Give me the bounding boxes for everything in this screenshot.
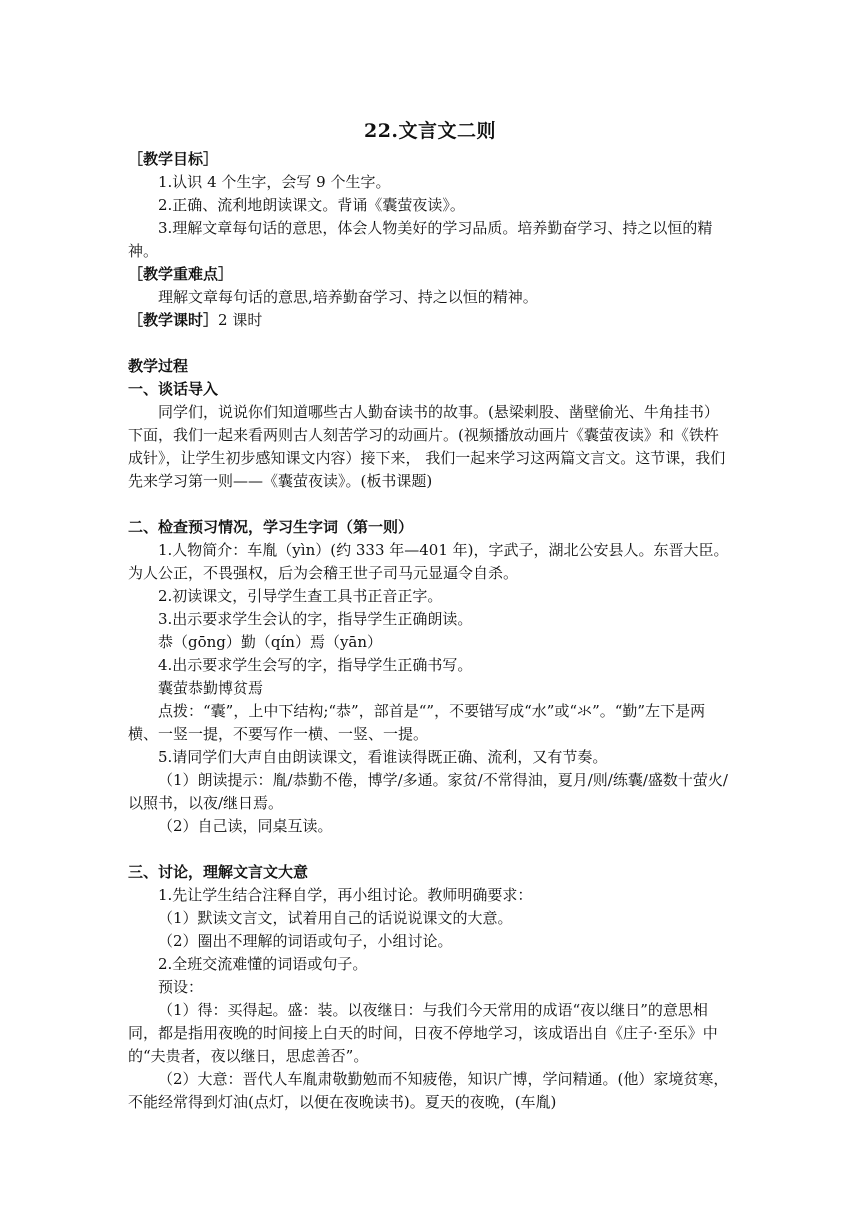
section-2-paragraph: （2）自己读，同桌互读。 bbox=[158, 817, 333, 835]
section-2-paragraph: 5.请同学们大声自由朗读课文，看谁读得既正确、流利，又有节奏。 bbox=[158, 748, 608, 766]
section-3-paragraph: 1.先让学生结合注释自学，再小组讨论。教师明确要求： bbox=[158, 886, 533, 904]
class-hours-value: 2 课时 bbox=[218, 311, 263, 329]
section-3-paragraph: 2.全班交流难懂的词语或句子。 bbox=[158, 955, 368, 973]
section-2-paragraph: 1.人物简介：车胤（yìn）(约 333 年—401 年)，字武子，湖北公安县人。东晋大臣。为人公正，不畏强权，后为会稽王世子司马元显逼令自杀。 bbox=[128, 541, 729, 582]
section-2-paragraph: 点拨：“囊”，上中下结构;“恭”，部首是“”，不要错写成“水”或“氺”。“勤”左下是两横、一竖一提，不要写作一横、一竖、一提。 bbox=[128, 702, 706, 743]
key-points-text: 理解文章每句话的意思,培养勤奋学习、持之以恒的精神。 bbox=[158, 288, 538, 306]
goal-item: 1.认识 4 个生字，会写 9 个生字。 bbox=[158, 173, 391, 191]
section-3-paragraph: （1）默读文言文，试着用自己的话说说课文的大意。 bbox=[158, 909, 513, 927]
section-3-paragraph: （1）得：买得起。盛：装。以夜继日：与我们今天常用的成语“夜以继日”的意思相同，都是指用夜晚的时间接上白天的时间，日夜不停地学习，该成语出自《庄子·至乐》中的“夫贵者，夜以继日，思虑善否”。 bbox=[128, 1001, 718, 1065]
section-3-paragraph: （2）大意：晋代人车胤肃敬勤勉而不知疲倦，知识广博，学问精通。(他）家境贫寒，不能经常得到灯油(点灯，以便在夜晚读书)。夏天的夜晚，(车胤) bbox=[128, 1070, 729, 1111]
goals-heading: ［教学目标］ bbox=[128, 150, 219, 168]
section-1-heading: 一、谈话导入 bbox=[128, 380, 219, 398]
section-3-paragraph: 预设： bbox=[158, 978, 204, 996]
section-2-paragraph: （1）朗读提示：胤/恭勤不倦，博学/多通。家贫/不常得油，夏月/则/练囊/盛数十萤火/以照书，以夜/继日焉。 bbox=[128, 771, 728, 812]
section-2-heading: 二、检查预习情况，学习生字词（第一则） bbox=[128, 518, 414, 536]
goal-item: 3.理解文章每句话的意思，体会人物美好的学习品质。培养勤奋学习、持之以恒的精神。 bbox=[128, 219, 713, 260]
section-2-paragraph: 2.初读课文，引导学生查工具书正音正字。 bbox=[158, 587, 443, 605]
process-heading: 教学过程 bbox=[128, 357, 189, 375]
document-body bbox=[128, 148, 732, 1114]
goal-item: 2.正确、流利地朗读课文。背诵《囊萤夜读》。 bbox=[158, 196, 465, 214]
section-2-paragraph: 囊萤恭勤博贫焉 bbox=[158, 679, 264, 697]
section-3-paragraph: （2）圈出不理解的词语或句子，小组讨论。 bbox=[158, 932, 453, 950]
section-2-paragraph: 恭（gōng）勤（qín）焉（yān） bbox=[158, 633, 383, 651]
class-hours-heading: ［教学课时］ bbox=[128, 311, 219, 329]
page-title: 22.文言文二则 bbox=[363, 120, 497, 142]
section-2-paragraph: 4.出示要求学生会写的字，指导学生正确书写。 bbox=[158, 656, 473, 674]
section-3-heading: 三、讨论，理解文言文大意 bbox=[128, 863, 309, 881]
section-1-text: 同学们，说说你们知道哪些古人勤奋读书的故事。(悬梁刺股、凿壁偷光、牛角挂书）下面，我们一起来看两则古人刻苦学习的动画片。(视频播放动画片《囊萤夜读》和《铁杵成针》，让学生初步感知课文内容）接下来， 我们一起来学习这两篇文言文。这节课，我们先来学习第一则——《囊萤夜读》。(板书课题) bbox=[128, 403, 726, 490]
key-points-heading: ［教学重难点］ bbox=[128, 265, 234, 283]
section-2-paragraph: 3.出示要求学生会认的字，指导学生正确朗读。 bbox=[158, 610, 473, 628]
class-hours-line bbox=[128, 309, 732, 332]
